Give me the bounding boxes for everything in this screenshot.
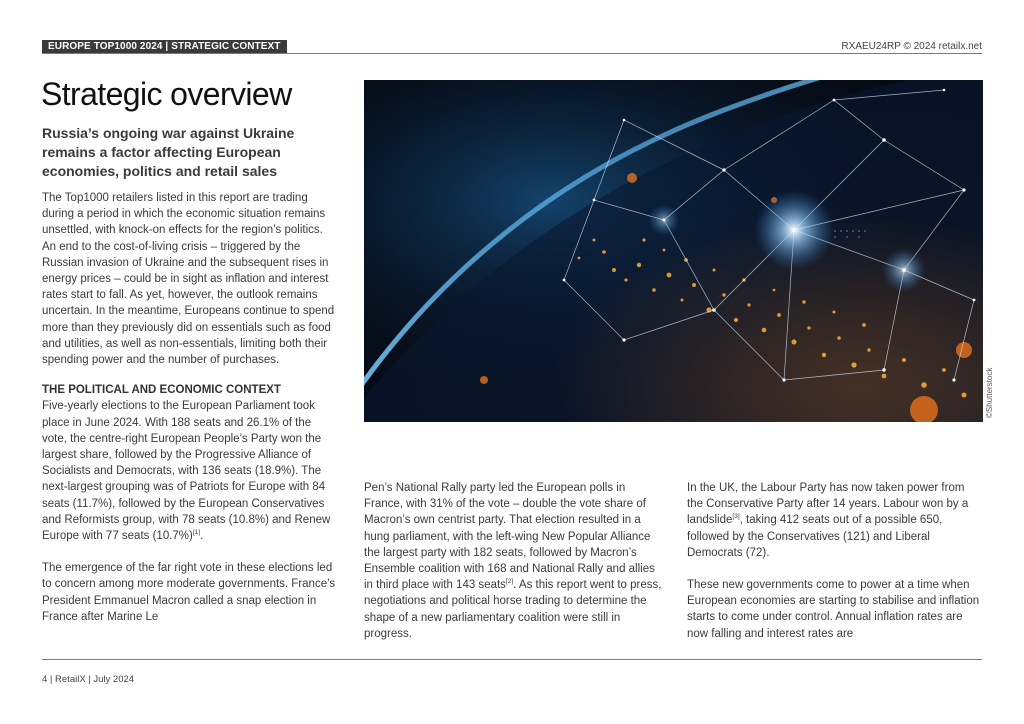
economy-paragraph: These new governments come to power at a time when European economies are starting to stabilise and inflation starts to come under control. Annual inflation rates are now falling and interest rates are xyxy=(687,579,980,640)
uk-text-b: , taking 412 seats out of a possible 650, followed by the Conservatives (121) and Liberal Democrats (72). xyxy=(687,514,943,559)
elections-text: Five-yearly elections to the European Parliament took place in June 2024. With 188 seats and 26.1% of the vote, the centre-right European People’s Party won the largest share, followed by the Progressive Alliance of Socialists and Democrats, with 136 seats (18.9%). The next-largest grouping was of Patriots for Europe with 84 seats (11.7%), followed by the European Conservatives and Reformists group, with 78 seats (10.8%) and Renew Europe with 77 seats (10.7%) xyxy=(42,400,331,543)
section-heading: THE POLITICAL AND ECONOMIC CONTEXT xyxy=(42,384,281,397)
section-label: EUROPE TOP1000 2024 | STRATEGIC CONTEXT xyxy=(42,40,287,54)
photo-credit: ©Shutterstock xyxy=(985,367,994,418)
intro-paragraph: The Top1000 retailers listed in this report are trading during a period in which the economic situation remains unsettled, with knock-on effects for the region’s politics. An end to the cost-of-living crisis – triggered by the Russian invasion of Ukraine and the subsequent rises in energy prices – could be in sight as inflation and interest rates start to fall. As yet, however, the outlook remains uncertain. In the meantime, Europeans continue to spend more than they previously did on essentials such as food and utilities, as well as non-essentials, limiting both their spending power and the number of purchases. xyxy=(42,192,335,367)
column-2 xyxy=(364,480,664,642)
france-text-end: . As this report went to press, negotiations and political horse trading to determine the shape of a new parliamentary coalition were still in progress. xyxy=(364,579,662,640)
europe-night-lights-illustration xyxy=(364,80,983,422)
hero-image xyxy=(364,80,983,422)
column-1 xyxy=(42,190,338,625)
column-3 xyxy=(687,480,982,642)
header-divider xyxy=(42,53,982,54)
page-footer: 4 | RetailX | July 2024 xyxy=(42,674,135,685)
footnote-ref-3[interactable]: [3] xyxy=(732,513,740,521)
footnote-ref-2[interactable]: [2] xyxy=(505,578,514,586)
subtitle: Russia’s ongoing war against Ukraine remains a factor affecting European economies, politics and retail sales xyxy=(42,125,295,179)
elections-paragraph: Five-yearly elections to the European Parliament took place in June 2024. With 188 seats and 26.1% of the vote, the centre-right European People’s Party won the largest share, followed by the Progressive Alliance of Socialists and Democrats, with 136 seats (18.9%). The next-largest grouping was of Patriots for Europe with 84 seats (11.7%), followed by the European Conservatives and Reformists group, with 78 seats (10.8%) and Renew Europe with 77 seats (10.7%)[1]. xyxy=(42,400,331,543)
footer-divider xyxy=(42,659,982,660)
france-text: Pen’s National Rally party led the European polls in France, with 31% of the vote – double the vote share of Macron’s own centrist party. That election resulted in a hung parliament, with the left-wing New Popular Alliance the largest party with 182 seats, followed by Macron’s Ensemble coalition with 168 and National Rally and allies in third place with 143 seats xyxy=(364,482,655,592)
footnote-ref-1[interactable]: [1] xyxy=(192,529,201,537)
publication-reference: RXAEU24RP © 2024 retailx.net xyxy=(841,41,982,52)
page-title: Strategic overview xyxy=(41,76,292,112)
uk-paragraph xyxy=(687,480,982,561)
france-paragraph xyxy=(364,480,664,642)
far-right-paragraph: The emergence of the far right vote in these elections led to concern among more moderate governments. France’s President Emmanuel Macron called a snap election in France after Marine Le xyxy=(42,562,336,623)
uk-text-a: In the UK, the Labour Party has now taken power from the Conservative Party after 14 years. Labour won by a landslide xyxy=(687,482,969,527)
